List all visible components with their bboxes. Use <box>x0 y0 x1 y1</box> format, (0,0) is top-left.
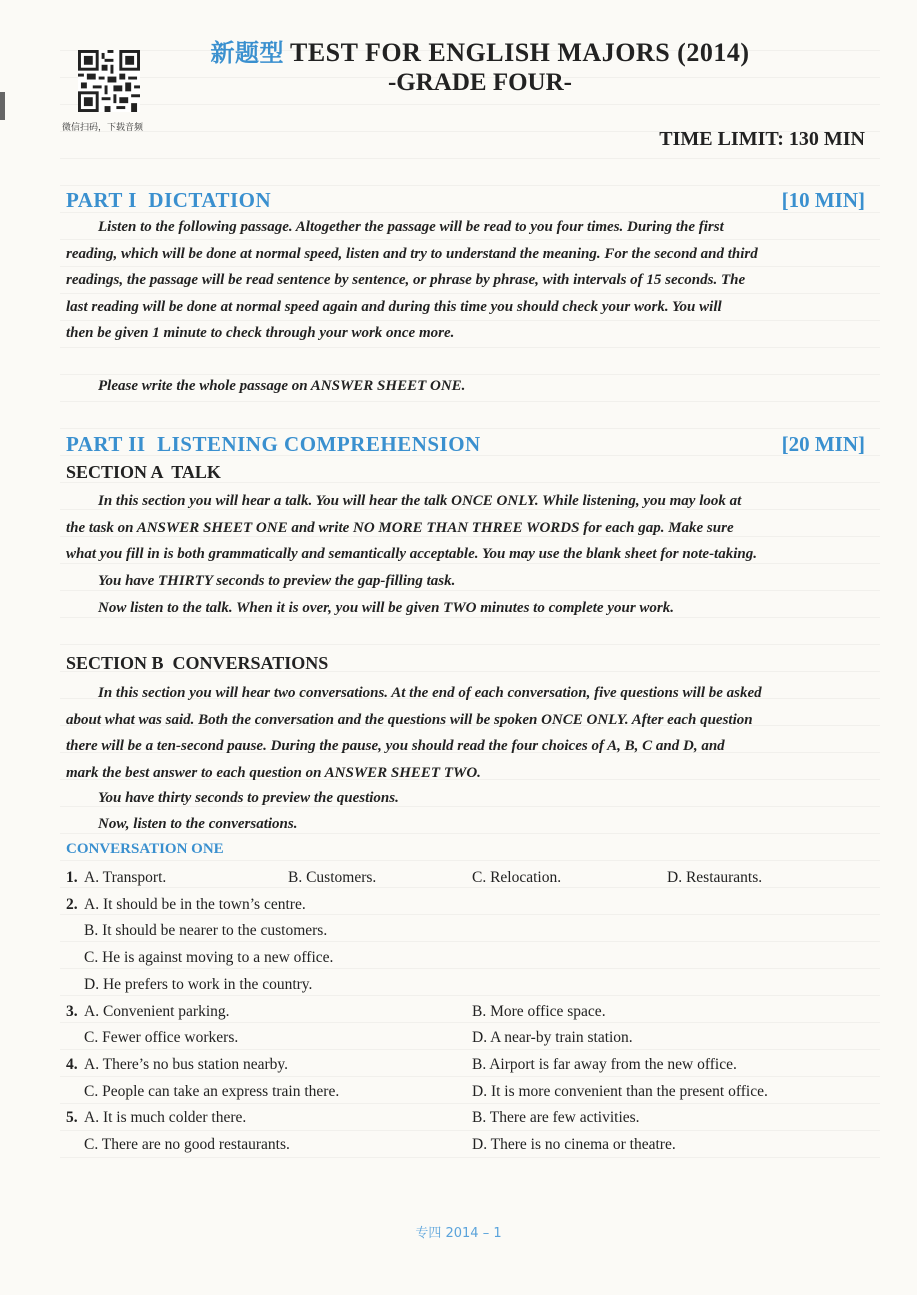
question-3-number: 3. <box>66 1003 78 1020</box>
title-english: TEST FOR ENGLISH MAJORS (2014) <box>290 38 750 67</box>
question-1-option-d: D. Restaurants. <box>667 869 763 886</box>
instr-line: mark the best answer to each question on ANSWER SHEET TWO. <box>66 764 481 781</box>
instr-line: last reading will be done at normal speed again and during this time you should check your work. You will <box>66 298 722 315</box>
question-3-option-d: D. A near-by train station. <box>472 1029 633 1046</box>
question-2-number: 2. <box>66 896 78 913</box>
question-5-option-d: D. There is no cinema or theatre. <box>472 1136 676 1153</box>
part-1-instructions <box>66 214 866 347</box>
section-a-preview: You have THIRTY seconds to preview the gap-filling task. <box>98 573 456 589</box>
page-footer: 专四 2014 – 1 <box>415 1226 502 1241</box>
question-4-option-b: B. Airport is far away from the new office. <box>472 1056 737 1073</box>
instr-line: there will be a ten-second pause. During the pause, you should read the four choices of A, B, C and D, and <box>66 738 725 754</box>
question-1-number: 1. <box>66 869 78 886</box>
question-2-option-a: A. It should be in the town’s centre. <box>84 896 306 913</box>
part-2-title: PART II LISTENING COMPREHENSION <box>66 432 481 456</box>
conversation-one-heading: CONVERSATION ONE <box>66 841 224 857</box>
instr-line: the task on ANSWER SHEET ONE and write NO MORE THAN THREE WORDS for each gap. Make sure <box>66 519 734 536</box>
question-5-option-a: A. It is much colder there. <box>84 1109 247 1126</box>
section-a-listen: Now listen to the talk. When it is over, you will be given TWO minutes to complete your work. <box>98 600 674 616</box>
question-5-number: 5. <box>66 1109 78 1126</box>
question-3-option-c: C. Fewer office workers. <box>84 1029 239 1046</box>
page-edge-mark <box>0 92 5 120</box>
question-3-option-b: B. More office space. <box>472 1003 606 1020</box>
question-2-option-d: D. He prefers to work in the country. <box>84 976 313 993</box>
part-1-title: PART I DICTATION <box>66 188 272 212</box>
question-1-option-a: A. Transport. <box>84 869 167 886</box>
question-5-option-c: C. There are no good restaurants. <box>84 1136 290 1153</box>
qr-code-icon <box>78 50 140 112</box>
question-4-number: 4. <box>66 1056 78 1073</box>
question-5-option-b: B. There are few activities. <box>472 1109 640 1126</box>
question-2-option-c: C. He is against moving to a new office. <box>84 949 334 966</box>
instr-line: then be given 1 minute to check through your work once more. <box>66 325 455 341</box>
section-a-instructions <box>66 488 866 568</box>
section-b-listen: Now, listen to the conversations. <box>98 816 298 832</box>
section-a-heading: SECTION A TALK <box>66 462 221 482</box>
instr-line: Listen to the following passage. Altogether the passage will be read to you four times. During the first <box>98 219 724 235</box>
question-4-option-d: D. It is more convenient than the present office. <box>472 1083 768 1100</box>
instr-line: reading, which will be done at normal speed, listen and try to understand the meaning. For the second and third <box>66 245 758 262</box>
section-b-instructions <box>66 680 866 786</box>
page-subtitle: -GRADE FOUR- <box>387 69 572 96</box>
section-b-preview: You have thirty seconds to preview the questions. <box>98 790 399 806</box>
question-1-option-c: C. Relocation. <box>472 869 562 886</box>
instr-line: about what was said. Both the conversation and the questions will be spoken ONCE ONLY. After each question <box>66 711 753 728</box>
qr-caption: 微信扫码，下载音频 <box>62 123 144 133</box>
question-1-option-b: B. Customers. <box>288 869 377 886</box>
instr-line: readings, the passage will be read sentence by sentence, or phrase by phrase, with intervals of 15 seconds. The <box>66 272 746 288</box>
part-2-heading <box>66 432 865 457</box>
question-4-option-a: A. There’s no bus station nearby. <box>84 1056 289 1073</box>
part-1-note: Please write the whole passage on ANSWER SHEET ONE. <box>98 378 466 394</box>
part-1-heading <box>66 188 865 213</box>
time-limit: TIME LIMIT: 130 MIN <box>659 128 865 150</box>
question-2-option-b: B. It should be nearer to the customers. <box>84 922 328 939</box>
section-b-heading: SECTION B CONVERSATIONS <box>66 653 329 673</box>
instr-line: In this section you will hear two conversations. At the end of each conversation, five questions will be asked <box>98 685 762 701</box>
title-chinese: 新题型 <box>210 38 284 67</box>
part-1-time: [10 MIN] <box>781 188 865 212</box>
question-4-option-c: C. People can take an express train there. <box>84 1083 340 1100</box>
instr-line: In this section you will hear a talk. You will hear the talk ONCE ONLY. While listening, you may look at <box>98 493 742 509</box>
page-title <box>160 33 800 68</box>
part-2-time: [20 MIN] <box>781 432 865 456</box>
instr-line: what you fill in is both grammatically and semantically acceptable. You may use the blank sheet for note-taking. <box>66 546 757 562</box>
question-3-option-a: A. Convenient parking. <box>84 1003 230 1020</box>
